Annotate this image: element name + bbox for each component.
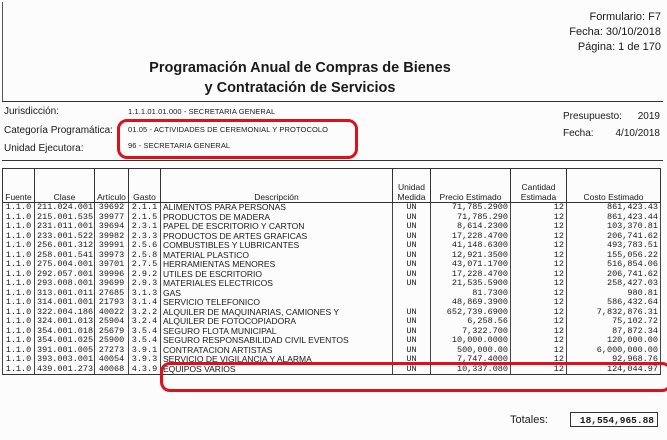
cell-cantidad-estimada: 12: [511, 289, 567, 299]
cell-fuente: 1.1.0: [3, 279, 35, 289]
info-divider: [2, 160, 663, 161]
cell-costo-estimado: 124,044.97: [567, 365, 661, 375]
categoria-label: Categoría Programática:: [4, 125, 113, 136]
cell-unidad-medida: UN: [393, 317, 431, 327]
table-row: [3, 232, 661, 242]
cell-cantidad-estimada: 12: [511, 346, 567, 356]
cell-cantidad-estimada: 12: [511, 355, 567, 365]
cell-clase: 215.001.535: [35, 213, 95, 223]
cell-costo-estimado: 493,783.51: [567, 241, 661, 251]
cell-clase: 275.004.001: [35, 260, 95, 270]
cell-cantidad-estimada: 12: [511, 327, 567, 337]
cell-descripcion: ALIMENTOS PARA PERSONAS: [161, 203, 393, 213]
table-row: [3, 213, 661, 223]
table-row: [3, 336, 661, 346]
cell-clase: 322.004.186: [35, 308, 95, 318]
cell-fuente: 1.1.0: [3, 222, 35, 232]
jurisdiccion-value: 1.1.1.01.01.000 - SECRETARIA GENERAL: [128, 107, 276, 116]
cell-clase: 231.011.001: [35, 222, 95, 232]
cell-precio-estimado: 17,228.4700: [431, 270, 511, 280]
cell-unidad-medida: UN: [393, 346, 431, 356]
cell-gasto: 3.2.2: [129, 308, 161, 318]
cell-articulo: 39977: [95, 213, 129, 223]
cell-gasto: 2.5.8: [129, 251, 161, 261]
cell-cantidad-estimada: 12: [511, 203, 567, 213]
cell-articulo: 39699: [95, 279, 129, 289]
table-row: [3, 241, 661, 251]
cell-gasto: 4.3.9: [129, 365, 161, 375]
cell-gasto: 2.9.3: [129, 279, 161, 289]
cell-cantidad-estimada: 12: [511, 308, 567, 318]
cell-costo-estimado: 980.81: [567, 289, 661, 299]
cell-cantidad-estimada: 12: [511, 336, 567, 346]
cell-cantidad-estimada: 12: [511, 317, 567, 327]
document-title-line2: y Contratación de Servicios: [204, 80, 396, 96]
cell-unidad-medida: UN: [393, 213, 431, 223]
cell-unidad-medida: UN: [393, 232, 431, 242]
cell-unidad-medida: UN: [393, 365, 431, 375]
cell-fuente: 1.1.0: [3, 260, 35, 270]
cell-cantidad-estimada: 12: [511, 365, 567, 375]
column-header-articulo: Artículo: [95, 169, 129, 203]
table-row: [3, 317, 661, 327]
column-header-fuente: Fuente: [3, 169, 35, 203]
cell-descripcion: HERRAMIENTAS MENORES: [161, 260, 393, 270]
cell-cantidad-estimada: 12: [511, 222, 567, 232]
cell-unidad-medida: UN: [393, 203, 431, 213]
table-row: [3, 251, 661, 261]
cell-articulo: 25679: [95, 327, 129, 337]
cell-precio-estimado: 12,921.3500: [431, 251, 511, 261]
cell-articulo: 27273: [95, 346, 129, 356]
cell-gasto: 3.1.3: [129, 289, 161, 299]
cell-descripcion: ALQUILER DE FOTOCOPIADORA: [161, 317, 393, 327]
cell-descripcion: SEGURO RESPONSABILIDAD CIVIL EVENTOS: [161, 336, 393, 346]
cell-cantidad-estimada: 12: [511, 251, 567, 261]
cell-gasto: 3.9.3: [129, 355, 161, 365]
cell-descripcion: EQUIPOS VARIOS: [161, 365, 393, 375]
cell-precio-estimado: 81.7300: [431, 289, 511, 299]
totals-value: 18,554,965.88: [570, 412, 658, 427]
cell-precio-estimado: 21,535.5900: [431, 279, 511, 289]
cell-costo-estimado: 103,370.81: [567, 222, 661, 232]
cell-descripcion: PRODUCTOS DE MADERA: [161, 213, 393, 223]
presupuesto-label: Presupuesto:: [563, 111, 622, 122]
print-date: Fecha: 30/10/2018: [569, 26, 661, 38]
form-meta: [569, 10, 661, 55]
cell-unidad-medida: UN: [393, 241, 431, 251]
cell-fuente: 1.1.0: [3, 289, 35, 299]
cell-precio-estimado: 10,000.0000: [431, 336, 511, 346]
cell-articulo: 39996: [95, 270, 129, 280]
title-divider: [2, 101, 663, 102]
table-row: [3, 289, 661, 299]
cell-costo-estimado: 861,423.43: [567, 203, 661, 213]
cell-gasto: 3.5.4: [129, 336, 161, 346]
cell-fuente: 1.1.0: [3, 355, 35, 365]
cell-clase: 256.001.312: [35, 241, 95, 251]
cell-cantidad-estimada: 12: [511, 298, 567, 308]
cell-costo-estimado: 516,854.06: [567, 260, 661, 270]
cell-costo-estimado: 155,056.22: [567, 251, 661, 261]
cell-costo-estimado: 92,968.76: [567, 355, 661, 365]
cell-clase: 391.001.005: [35, 346, 95, 356]
cell-clase: 324.001.013: [35, 317, 95, 327]
cell-unidad-medida: UN: [393, 327, 431, 337]
cell-articulo: 21793: [95, 298, 129, 308]
cell-gasto: 2.1.1: [129, 203, 161, 213]
cell-fuente: 1.1.0: [3, 365, 35, 375]
cell-precio-estimado: 71,785.2900: [431, 203, 511, 213]
table-row: [3, 365, 661, 375]
cell-fuente: 1.1.0: [3, 298, 35, 308]
unidad-value: 96 - SECRETARIA GENERAL: [128, 141, 231, 150]
cell-descripcion: CONTRATACION ARTISTAS: [161, 346, 393, 356]
cell-unidad-medida: UN: [393, 355, 431, 365]
cell-descripcion: MATERIAL PLASTICO: [161, 251, 393, 261]
cell-costo-estimado: 7,832,876.31: [567, 308, 661, 318]
cell-unidad-medida: UN: [393, 260, 431, 270]
cell-costo-estimado: 75,102.72: [567, 317, 661, 327]
cell-gasto: 2.3.3: [129, 232, 161, 242]
cell-articulo: 25900: [95, 336, 129, 346]
cell-descripcion: SERVICIO DE VIGILANCIA Y ALARMA: [161, 355, 393, 365]
cell-precio-estimado: 500,000.00: [431, 346, 511, 356]
cell-gasto: 3.5.4: [129, 327, 161, 337]
column-header-cantidad-estimada: Cantidad Estimada: [511, 169, 567, 203]
table-row: [3, 222, 661, 232]
cell-costo-estimado: 206,741.62: [567, 232, 661, 242]
cell-unidad-medida: [393, 289, 431, 299]
cell-clase: 292.057.001: [35, 270, 95, 280]
cell-articulo: 25904: [95, 317, 129, 327]
cell-descripcion: UTILES DE ESCRITORIO: [161, 270, 393, 280]
cell-clase: 313.001.011: [35, 289, 95, 299]
cell-costo-estimado: 258,427.03: [567, 279, 661, 289]
cell-unidad-medida: UN: [393, 222, 431, 232]
cell-gasto: 2.5.6: [129, 241, 161, 251]
presupuesto-value: 2019: [637, 111, 660, 122]
fecha-value: 4/10/2018: [615, 128, 660, 139]
cell-cantidad-estimada: 12: [511, 260, 567, 270]
cell-gasto: 2.1.5: [129, 213, 161, 223]
cell-clase: 354.001.018: [35, 327, 95, 337]
cell-cantidad-estimada: 12: [511, 213, 567, 223]
cell-articulo: 40022: [95, 308, 129, 318]
column-header-clase: Clase: [35, 169, 95, 203]
cell-descripcion: SERVICIO TELEFONICO: [161, 298, 393, 308]
cell-costo-estimado: 87,872.34: [567, 327, 661, 337]
column-header-unidad-medida: Unidad Medida: [393, 169, 431, 203]
cell-fuente: 1.1.0: [3, 317, 35, 327]
cell-articulo: 39991: [95, 241, 129, 251]
cell-articulo: 39692: [95, 203, 129, 213]
cell-gasto: 2.7.5: [129, 260, 161, 270]
column-header-precio-estimado: Precio Estimado: [431, 169, 511, 203]
cell-precio-estimado: 8,614.2300: [431, 222, 511, 232]
cell-fuente: 1.1.0: [3, 327, 35, 337]
cell-cantidad-estimada: 12: [511, 232, 567, 242]
cell-costo-estimado: 120,000.00: [567, 336, 661, 346]
cell-precio-estimado: 7,322.700: [431, 327, 511, 337]
cell-precio-estimado: 41,148.6300: [431, 241, 511, 251]
table-row: [3, 203, 661, 213]
cell-precio-estimado: 71,785.290: [431, 213, 511, 223]
cell-unidad-medida: UN: [393, 308, 431, 318]
table-row: [3, 355, 661, 365]
categoria-value: 01.05 - ACTIVIDADES DE CEREMONIAL Y PROTOCOLO: [128, 125, 329, 134]
fecha-label: Fecha:: [563, 128, 594, 139]
cell-fuente: 1.1.0: [3, 308, 35, 318]
cell-fuente: 1.1.0: [3, 336, 35, 346]
cell-gasto: 2.3.1: [129, 222, 161, 232]
cell-cantidad-estimada: 12: [511, 270, 567, 280]
cell-costo-estimado: 586,432.64: [567, 298, 661, 308]
cell-descripcion: MATERIALES ELECTRICOS: [161, 279, 393, 289]
column-header-gasto: Gasto: [129, 169, 161, 203]
cell-fuente: 1.1.0: [3, 203, 35, 213]
cell-fuente: 1.1.0: [3, 213, 35, 223]
table-row: [3, 327, 661, 337]
cell-costo-estimado: 861,423.44: [567, 213, 661, 223]
cell-descripcion: COMBUSTIBLES Y LUBRICANTES: [161, 241, 393, 251]
cell-descripcion: GAS: [161, 289, 393, 299]
cell-cantidad-estimada: 12: [511, 279, 567, 289]
cell-costo-estimado: 6,000,000.00: [567, 346, 661, 356]
totals-label: Totales:: [510, 414, 548, 426]
table-row: [3, 308, 661, 318]
cell-clase: 211.024.001: [35, 203, 95, 213]
cell-gasto: 3.9.1: [129, 346, 161, 356]
column-header-costo-estimado: Costo Estimado: [567, 169, 661, 203]
cell-gasto: 3.1.4: [129, 298, 161, 308]
cell-descripcion: PRODUCTOS DE ARTES GRAFICAS: [161, 232, 393, 242]
table-row: [3, 260, 661, 270]
cell-articulo: 39694: [95, 222, 129, 232]
cell-precio-estimado: 7,747.4000: [431, 355, 511, 365]
cell-articulo: 39973: [95, 251, 129, 261]
table-body: [3, 203, 661, 375]
page-number: Página: 1 de 170: [577, 41, 661, 53]
table-header: [3, 169, 661, 203]
cell-precio-estimado: 6,258.56: [431, 317, 511, 327]
cell-fuente: 1.1.0: [3, 270, 35, 280]
cell-precio-estimado: 48,869.3900: [431, 298, 511, 308]
cell-precio-estimado: 17,228.4700: [431, 232, 511, 242]
unidad-label: Unidad Ejecutora:: [4, 143, 84, 154]
cell-fuente: 1.1.0: [3, 241, 35, 251]
cell-fuente: 1.1.0: [3, 232, 35, 242]
cell-precio-estimado: 43,071.1700: [431, 260, 511, 270]
cell-unidad-medida: UN: [393, 270, 431, 280]
cell-clase: 354.001.025: [35, 336, 95, 346]
cell-clase: 258.001.541: [35, 251, 95, 261]
cell-cantidad-estimada: 12: [511, 241, 567, 251]
table-row: [3, 346, 661, 356]
cell-unidad-medida: UN: [393, 251, 431, 261]
jurisdiccion-label: Jurisdicción:: [4, 106, 60, 117]
column-header-descripcion: Descripción: [161, 169, 393, 203]
cell-gasto: 3.2.4: [129, 317, 161, 327]
cell-clase: 439.001.273: [35, 365, 95, 375]
cell-precio-estimado: 10,337.080: [431, 365, 511, 375]
cell-gasto: 2.9.2: [129, 270, 161, 280]
cell-unidad-medida: UN: [393, 279, 431, 289]
cell-descripcion: SEGURO FLOTA MUNICIPAL: [161, 327, 393, 337]
cell-articulo: 40068: [95, 365, 129, 375]
cell-clase: 393.003.001: [35, 355, 95, 365]
document-title-line1: Programación Anual de Compras de Bienes: [149, 60, 451, 76]
cell-fuente: 1.1.0: [3, 251, 35, 261]
cell-clase: 293.008.001: [35, 279, 95, 289]
cell-descripcion: PAPEL DE ESCRITORIO Y CARTON: [161, 222, 393, 232]
cell-costo-estimado: 206,741.62: [567, 270, 661, 280]
cell-fuente: 1.1.0: [3, 346, 35, 356]
cell-precio-estimado: 652,739.6900: [431, 308, 511, 318]
table-row: [3, 270, 661, 280]
cell-clase: 314.001.001: [35, 298, 95, 308]
cell-unidad-medida: UN: [393, 336, 431, 346]
table-row: [3, 298, 661, 308]
cell-unidad-medida: [393, 298, 431, 308]
table-row: [3, 279, 661, 289]
cell-articulo: 40054: [95, 355, 129, 365]
form-number: Formulario: F7: [589, 11, 661, 23]
cell-articulo: 27685: [95, 289, 129, 299]
purchase-table: [2, 168, 661, 375]
cell-descripcion: ALQUILER DE MAQUINARIAS, CAMIONES Y: [161, 308, 393, 318]
cell-clase: 233.001.522: [35, 232, 95, 242]
cell-articulo: 39701: [95, 260, 129, 270]
cell-articulo: 39982: [95, 232, 129, 242]
